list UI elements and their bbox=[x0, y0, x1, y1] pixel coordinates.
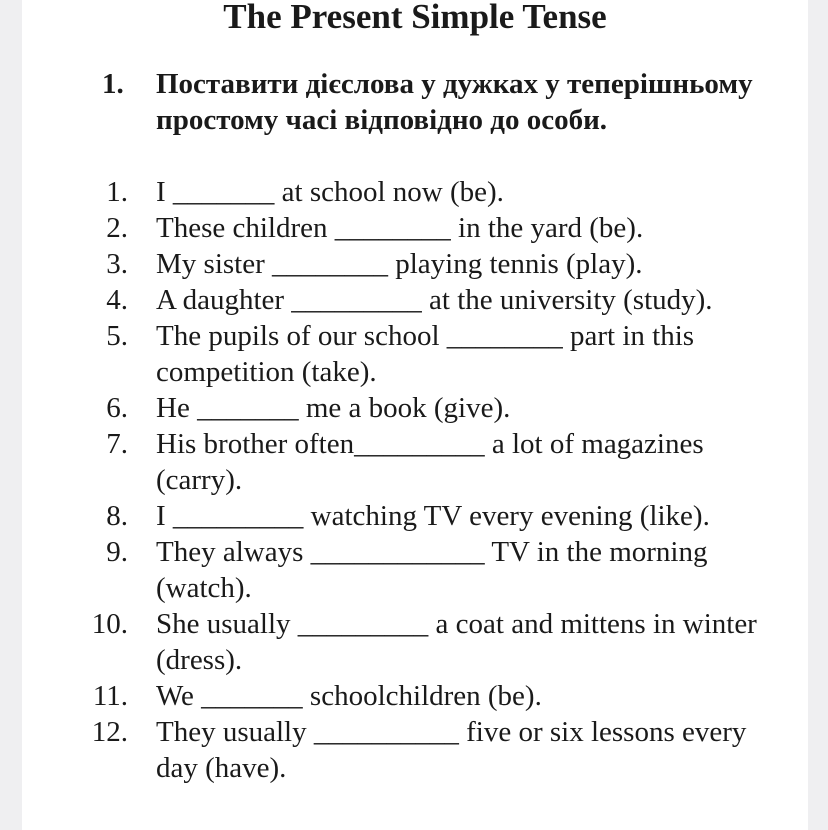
item-sentence: He _______ me a book (give). bbox=[156, 392, 511, 424]
item-sentence: The pupils of our school ________ part in this competition (take). bbox=[156, 320, 695, 388]
document-page bbox=[22, 0, 808, 830]
item-sentence: A daughter _________ at the university (study). bbox=[156, 284, 713, 316]
item-number: 4. bbox=[106, 284, 128, 316]
item-number: 6. bbox=[106, 392, 128, 424]
item-number: 3. bbox=[106, 248, 128, 280]
item-sentence: I _________ watching TV every evening (like). bbox=[156, 500, 710, 532]
item-sentence: They always ____________ TV in the morning (watch). bbox=[156, 536, 708, 604]
list-item bbox=[22, 246, 808, 282]
item-sentence: I _______ at school now (be). bbox=[156, 176, 504, 208]
list-item bbox=[22, 174, 808, 210]
item-number: 12. bbox=[91, 716, 128, 748]
item-sentence: His brother often_________ a lot of magazines (carry). bbox=[156, 428, 704, 496]
exercise-list bbox=[22, 174, 808, 786]
list-item bbox=[22, 606, 808, 678]
list-item bbox=[22, 714, 808, 786]
list-item bbox=[22, 498, 808, 534]
item-number: 8. bbox=[106, 500, 128, 532]
list-item bbox=[22, 318, 808, 390]
item-number: 10. bbox=[91, 608, 128, 640]
page-title: The Present Simple Tense bbox=[223, 0, 607, 36]
item-sentence: We _______ schoolchildren (be). bbox=[156, 680, 542, 712]
list-item bbox=[22, 282, 808, 318]
list-item bbox=[22, 534, 808, 606]
list-item bbox=[22, 390, 808, 426]
item-sentence: These children ________ in the yard (be). bbox=[156, 212, 644, 244]
list-item bbox=[22, 426, 808, 498]
task-number: 1. bbox=[102, 68, 124, 100]
item-number: 7. bbox=[106, 428, 128, 460]
list-item bbox=[22, 678, 808, 714]
list-item bbox=[22, 210, 808, 246]
item-number: 1. bbox=[106, 176, 128, 208]
item-number: 11. bbox=[92, 680, 128, 712]
item-number: 2. bbox=[106, 212, 128, 244]
item-sentence: They usually __________ five or six lessons every day (have). bbox=[156, 716, 747, 784]
item-sentence: She usually _________ a coat and mittens in winter (dress). bbox=[156, 608, 757, 676]
item-number: 5. bbox=[106, 320, 128, 352]
task-instruction: Поставити дієслова у дужках у теперішньому простому часі відповідно до особи. bbox=[156, 68, 753, 136]
item-sentence: My sister ________ playing tennis (play). bbox=[156, 248, 643, 280]
item-number: 9. bbox=[106, 536, 128, 568]
